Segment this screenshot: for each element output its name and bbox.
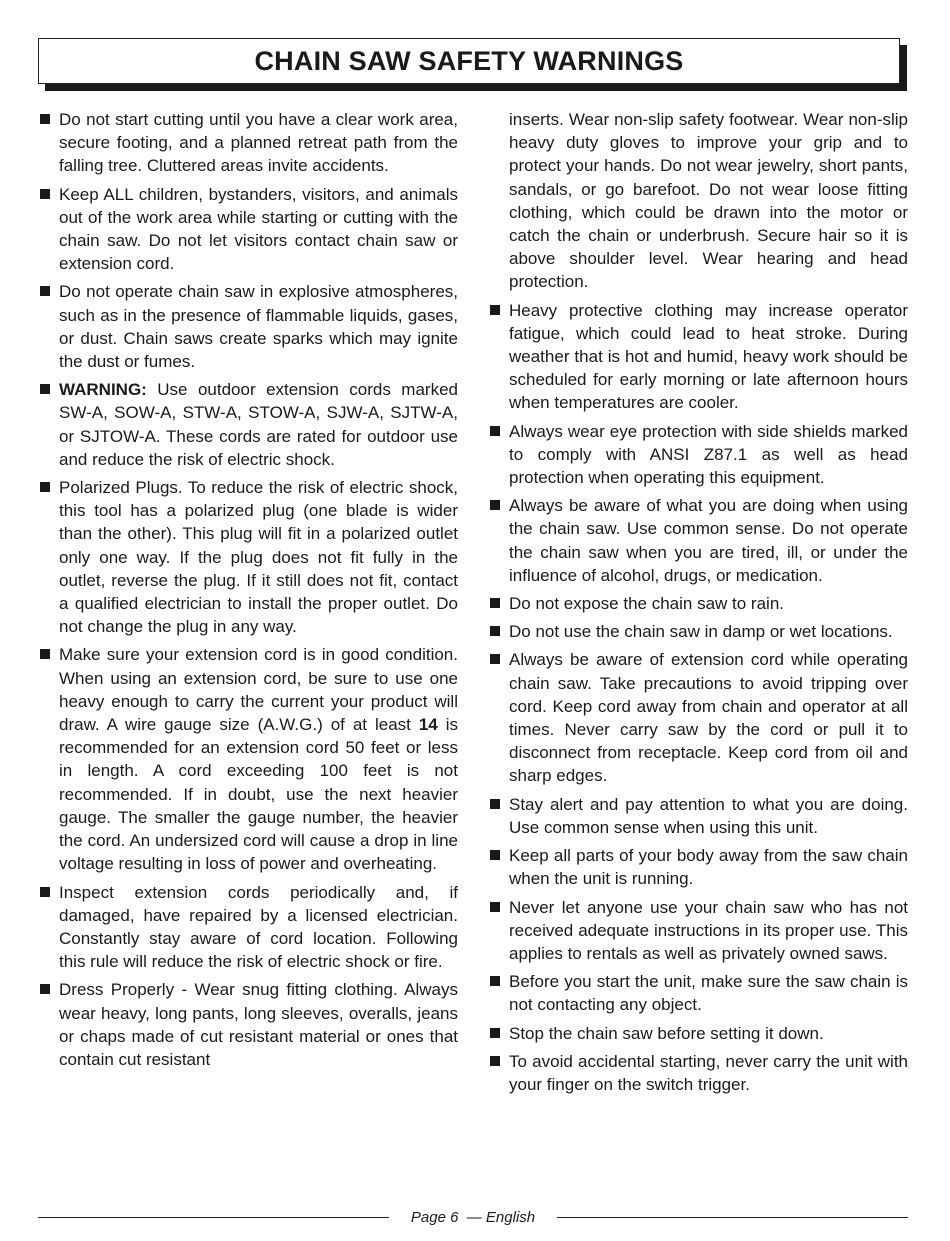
page-number: Page 6 — English — [410, 1208, 536, 1226]
bullet-square-icon — [40, 984, 50, 994]
bullet-square-icon — [40, 286, 50, 296]
list-item: Inspect extension cords periodically and, if damaged, have repaired by a licensed electrician. Constantly stay aware of cord location. Following this rule will reduce the risk of electric shock or fire. — [38, 881, 458, 974]
bullet-square-icon — [490, 902, 500, 912]
bullet-square-icon — [490, 1056, 500, 1066]
list-item: To avoid accidental starting, never carry the unit with your finger on the switch trigger. — [488, 1050, 908, 1096]
list-item: Dress Properly - Wear snug fitting clothing. Always wear heavy, long pants, long sleeves, overalls, jeans or chaps made of cut resistant material or ones that contain cut resistant — [38, 978, 458, 1071]
bullet-square-icon — [490, 799, 500, 809]
list-item: Keep all parts of your body away from the saw chain when the unit is running. — [488, 844, 908, 890]
bullet-square-icon — [40, 189, 50, 199]
list-item: Always be aware of what you are doing when using the chain saw. Use common sense. Do not operate the chain saw when you are tired, ill, or under the influence of alcohol, drugs, or medication. — [488, 494, 908, 587]
list-item: Do not start cutting until you have a clear work area, secure footing, and a planned retreat path from the falling tree. Cluttered areas invite accidents. — [38, 108, 458, 178]
footer-rule-left — [38, 1217, 389, 1218]
bullet-square-icon — [490, 500, 500, 510]
left-column — [38, 108, 458, 1076]
list-item: Stay alert and pay attention to what you are doing. Use common sense when using this unit. — [488, 793, 908, 839]
list-item: Never let anyone use your chain saw who has not received adequate instructions in its proper use. This applies to rentals as well as privately owned saws. — [488, 896, 908, 966]
list-item: Always be aware of extension cord while operating chain saw. Take precautions to avoid tripping over cord. Keep cord away from chain and operator at all times. Never carry saw by the cord or pull it to disconnect from receptacle. Keep cord from oil and sharp edges. — [488, 648, 908, 787]
list-item: Do not use the chain saw in damp or wet locations. — [488, 620, 908, 643]
bullet-square-icon — [490, 1028, 500, 1038]
list-item: Keep ALL children, bystanders, visitors, and animals out of the work area while starting or cutting with the chain saw. Do not let visitors contact chain saw or extension cord. — [38, 183, 458, 276]
bullet-square-icon — [40, 887, 50, 897]
list-item: Polarized Plugs. To reduce the risk of electric shock, this tool has a polarized plug (one blade is wider than the other). This plug will fit in a polarized outlet only one way. If the plug does not fit fully in the outlet, reverse the plug. If it still does not fit, contact a qualified electrician to install the proper outlet. Do not change the plug in any way. — [38, 476, 458, 638]
bullet-square-icon — [490, 305, 500, 315]
bullet-square-icon — [490, 626, 500, 636]
bullet-square-icon — [490, 850, 500, 860]
list-item: Do not expose the chain saw to rain. — [488, 592, 908, 615]
list-item: Heavy protective clothing may increase operator fatigue, which could lead to heat stroke. During weather that is hot and humid, heavy work should be scheduled for early morning or late afternoon hours when temperatures are cooler. — [488, 299, 908, 415]
footer-rule-right — [557, 1217, 908, 1218]
bullet-square-icon — [40, 482, 50, 492]
gauge-number: 14 — [418, 715, 438, 735]
list-item: WARNING: Use outdoor extension cords marked SW-A, SOW-A, STW-A, STOW-A, SJW-A, SJTW-A, or SJTOW-A. These cords are rated for outdoor use and reduce the risk of electric shock. — [38, 378, 458, 471]
bullet-square-icon — [490, 598, 500, 608]
bullet-square-icon — [40, 384, 50, 394]
bullet-square-icon — [40, 114, 50, 124]
right-column — [488, 108, 908, 1101]
page-title: CHAIN SAW SAFETY WARNINGS — [38, 38, 900, 84]
bullet-square-icon — [490, 654, 500, 664]
bullet-square-icon — [490, 976, 500, 986]
warning-label: WARNING: — [59, 380, 147, 400]
list-item: Always wear eye protection with side shields marked to comply with ANSI Z87.1 as well as head protection when operating this equipment. — [488, 420, 908, 490]
list-item: Do not operate chain saw in explosive atmospheres, such as in the presence of flammable liquids, gases, or dust. Chain saws create sparks which may ignite the dust or fumes. — [38, 280, 458, 373]
bullet-square-icon — [490, 426, 500, 436]
page-footer — [38, 1206, 908, 1228]
bullet-square-icon — [40, 649, 50, 659]
continued-paragraph: inserts. Wear non-slip safety footwear. Wear non-slip heavy duty gloves to improve your grip and to protect your hands. Do not wear jewelry, short pants, sandals, or go barefoot. Do not wear loose fitting clothing, which could be drawn into the motor or catch the chain or underbrush. Secure hair so it is above shoulder level. Wear hearing and head protection. — [509, 110, 908, 292]
list-item: Before you start the unit, make sure the saw chain is not contacting any object. — [488, 970, 908, 1016]
list-item: Make sure your extension cord is in good condition. When using an extension cord, be sure to use one heavy enough to carry the current your product will draw. A wire gauge size (A.W.G.) of at least 14 is recommended for an extension cord 50 feet or less in length. A cord exceeding 100 feet is not recommended. If in doubt, use the next heavier gauge. The smaller the gauge number, the heavier the cord. An undersized cord will cause a drop in line voltage resulting in loss of power and overheating. — [38, 643, 458, 875]
list-item: Stop the chain saw before setting it down. — [488, 1022, 908, 1045]
